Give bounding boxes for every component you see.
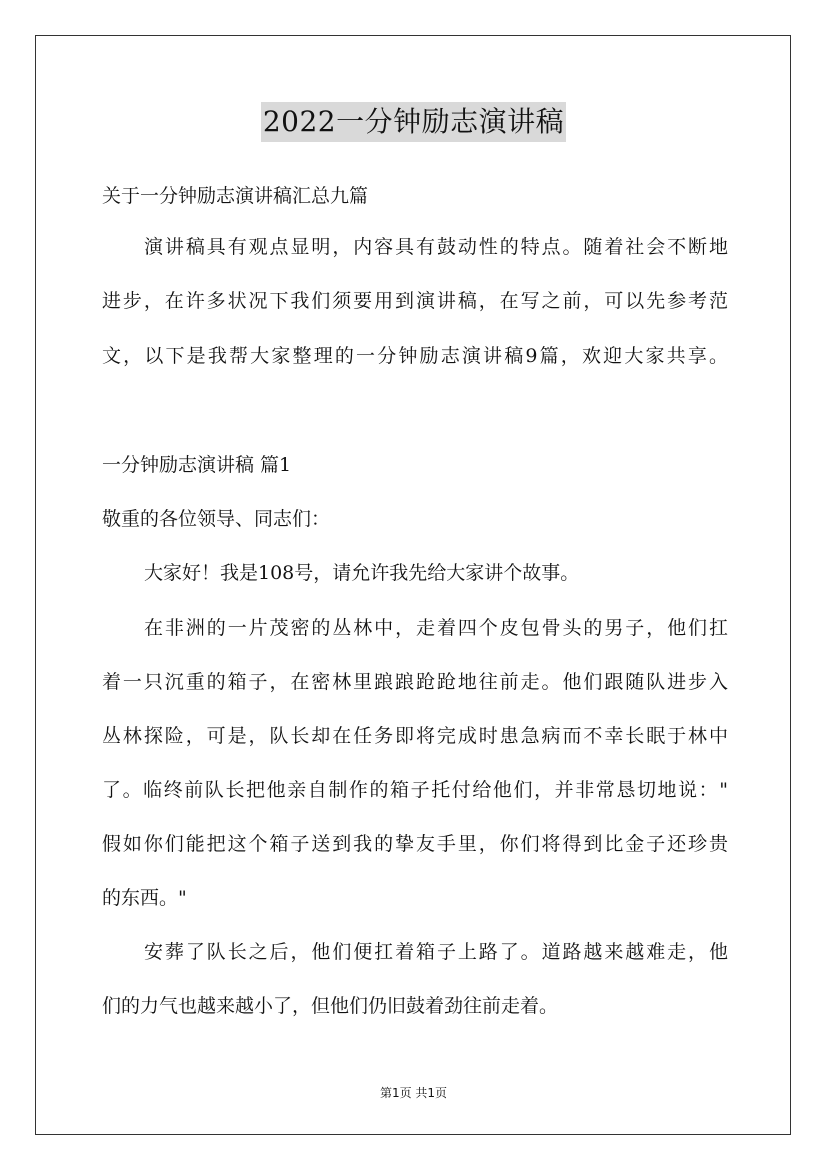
subtitle-line: 关于一分钟励志演讲稿汇总九篇 [102, 185, 369, 207]
salutation-line: 敬重的各位领导、同志们： [102, 508, 331, 530]
paragraph-line: 假如你们能把这个箱子送到我的挚友手里，你们将得到比金子还珍贵 [102, 833, 728, 855]
paragraph-line: 着一只沉重的箱子，在密林里踉踉跄跄地往前走。他们跟随队进步入 [102, 671, 728, 693]
paragraph-line: 演讲稿具有观点显明，内容具有鼓动性的特点。随着社会不断地 [144, 236, 728, 258]
title-wrap [0, 102, 827, 142]
paragraph-line: 们的力气也越来越小了，但他们仍旧鼓着劲往前走着。 [102, 995, 559, 1017]
paragraph-line: 了。临终前队长把他亲自制作的箱子托付给他们，并非常恳切地说：" [102, 779, 728, 801]
paragraph-line: 丛林探险，可是，队长却在任务即将完成时患急病而不幸长眠于林中 [102, 725, 728, 747]
document-title: 2022一分钟励志演讲稿 [261, 102, 566, 142]
section-heading: 一分钟励志演讲稿 篇1 [102, 454, 292, 476]
paragraph-line: 在非洲的一片茂密的丛林中，走着四个皮包骨头的男子，他们扛 [144, 617, 728, 639]
paragraph-line: 安葬了队长之后，他们便扛着箱子上路了。道路越来越难走，他 [144, 941, 728, 963]
paragraph-line: 的东西。" [102, 887, 187, 909]
paragraph-line: 进步，在许多状况下我们须要用到演讲稿，在写之前，可以先参考范 [102, 290, 728, 312]
page-footer: 第1页 共1页 [379, 1086, 448, 1100]
paragraph-line: 大家好！我是108号，请允许我先给大家讲个故事。 [144, 562, 580, 584]
paragraph-line: 文，以下是我帮大家整理的一分钟励志演讲稿9篇，欢迎大家共享。 [102, 345, 728, 367]
